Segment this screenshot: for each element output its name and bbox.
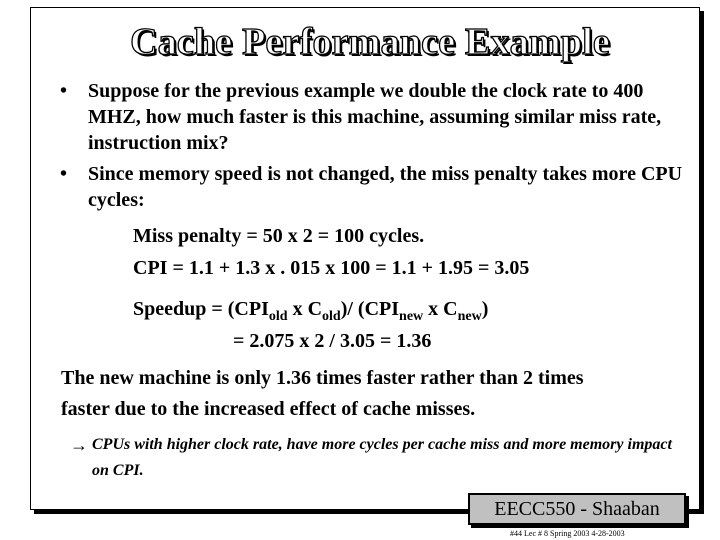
cpi-line: CPI = 1.1 + 1.3 x . 015 x 100 = 1.1 + 1.95 = 3.05	[133, 257, 530, 279]
subscript-old: old	[322, 309, 341, 324]
bullet-marker: •	[60, 80, 68, 102]
bullet-marker: •	[60, 163, 68, 185]
note-text: CPUs with higher clock rate, have more cycles per cache miss and more memory impact on CPI.	[92, 436, 672, 479]
conclusion-text: The new machine is only 1.36 times faster rather than 2 times faster due to the increased effect of cache misses.	[61, 367, 584, 420]
miss-penalty-line: Miss penalty = 50 x 2 = 100 cycles.	[133, 225, 425, 247]
times-c: x C	[423, 298, 458, 320]
subscript-new: new	[399, 309, 424, 324]
divide-cpi: )/ (CPI	[340, 298, 400, 320]
bullet-text: Since memory speed is not changed, the miss penalty takes more CPU cycles:	[88, 163, 683, 211]
subscript-new: new	[457, 309, 482, 324]
close-paren: )	[481, 298, 489, 320]
speedup-result: = 2.075 x 2 / 3.05 = 1.36	[233, 330, 432, 352]
speedup-label: Speedup = (CPI	[133, 298, 269, 320]
slide-title: Cache Performance Example	[130, 21, 610, 63]
course-badge: EECC550 - Shaaban	[468, 493, 686, 525]
speedup-formula	[133, 296, 488, 325]
times-c: x C	[287, 298, 323, 320]
subscript-old: old	[268, 309, 288, 324]
bullet-text: Suppose for the previous example we double the clock rate to 400 MHZ, how much faster is this machine, assuming similar miss rate, instruction mix?	[88, 80, 662, 154]
footer-text: #44 Lec # 8 Spring 2003 4-28-2003	[510, 529, 625, 538]
arrow-icon: →	[70, 435, 88, 455]
